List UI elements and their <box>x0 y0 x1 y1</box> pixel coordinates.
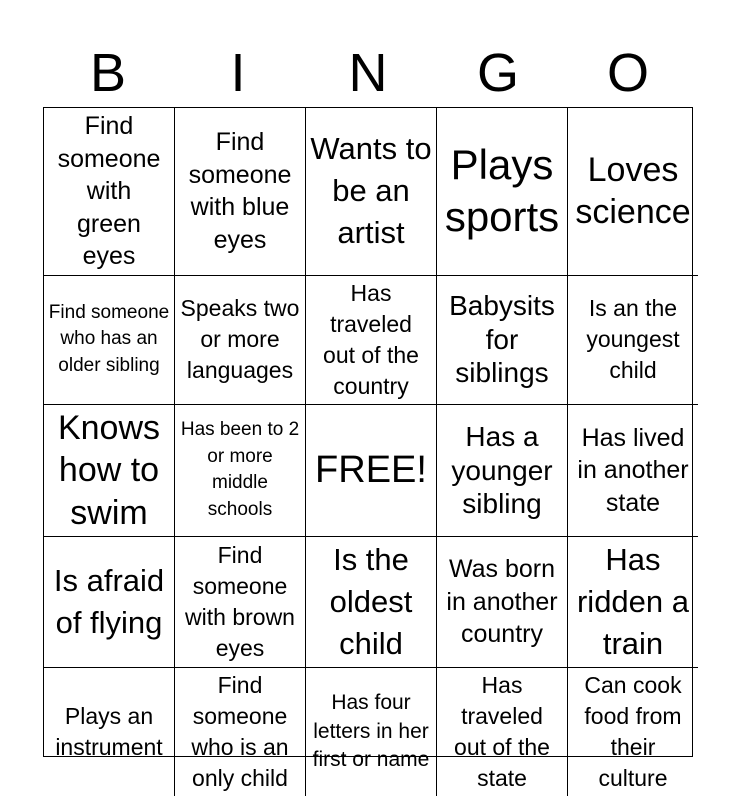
bingo-cell[interactable] <box>437 108 568 276</box>
header-letter-o: O <box>606 43 649 103</box>
cell-text: Can cook food from their culture <box>584 671 682 791</box>
cell-text: Knows how to swim <box>57 408 161 532</box>
cell-text: Is the oldest child <box>329 542 413 661</box>
cell-text: Plays an instrument <box>55 702 163 760</box>
bingo-cell[interactable] <box>44 108 175 276</box>
cell-text: Loves science <box>575 150 691 232</box>
cell-text: Has lived in another state <box>577 423 689 517</box>
cell-text: Is afraid of flying <box>53 563 165 640</box>
bingo-cell[interactable] <box>437 276 568 405</box>
bingo-cell[interactable] <box>306 668 437 796</box>
bingo-cell[interactable] <box>568 537 698 668</box>
bingo-cell[interactable] <box>437 668 568 796</box>
bingo-cell[interactable] <box>306 537 437 668</box>
bingo-cell[interactable] <box>306 108 437 276</box>
cell-text: Find someone with blue eyes <box>188 128 292 254</box>
cell-text: Find someone with green eyes <box>57 112 161 270</box>
cell-text: Has traveled out of the state <box>454 671 550 791</box>
bingo-cell[interactable] <box>568 108 698 276</box>
cell-text: Is an the youngest child <box>586 295 680 384</box>
header-letter-n: N <box>348 43 388 103</box>
header-letter-b: B <box>89 43 127 103</box>
cell-text: Find someone who is an only child <box>191 671 289 791</box>
bingo-cell[interactable] <box>568 405 698 538</box>
cell-text: Find someone with brown eyes <box>185 541 295 661</box>
bingo-cell[interactable] <box>568 668 698 796</box>
bingo-cell[interactable] <box>44 405 175 538</box>
bingo-cell[interactable] <box>175 276 306 405</box>
bingo-cell[interactable] <box>175 108 306 276</box>
cell-text: Speaks two or more languages <box>180 295 300 384</box>
bingo-header <box>43 40 693 106</box>
bingo-cell[interactable] <box>44 537 175 668</box>
bingo-cell[interactable] <box>306 276 437 405</box>
bingo-cell[interactable] <box>175 405 306 538</box>
bingo-cell[interactable] <box>44 276 175 405</box>
bingo-cell[interactable] <box>44 668 175 796</box>
cell-text: Has ridden a train <box>576 542 690 661</box>
bingo-cell[interactable] <box>175 668 306 796</box>
cell-text: Has been to 2 or more middle schools <box>180 419 300 521</box>
cell-text: Find someone who has an older sibling <box>48 301 170 376</box>
bingo-cell[interactable] <box>568 276 698 405</box>
cell-text: Has traveled out of the country <box>323 279 419 399</box>
bingo-cell[interactable] <box>437 537 568 668</box>
cell-text: Has a younger sibling <box>451 421 553 520</box>
header-letter-g: G <box>476 43 519 103</box>
bingo-cell[interactable] <box>175 537 306 668</box>
bingo-board <box>43 107 693 791</box>
cell-text: Was born in another country <box>446 555 558 649</box>
cell-text: Has four letters in her first or name <box>312 691 430 771</box>
cell-text: Plays sports <box>444 140 560 241</box>
cell-text: Wants to be an artist <box>310 131 432 251</box>
cell-text: Babysits for siblings <box>449 290 555 389</box>
free-space: FREE! <box>315 449 427 492</box>
bingo-cell[interactable] <box>437 405 568 538</box>
bingo-cell[interactable] <box>306 405 437 538</box>
header-letter-i: I <box>230 43 246 103</box>
